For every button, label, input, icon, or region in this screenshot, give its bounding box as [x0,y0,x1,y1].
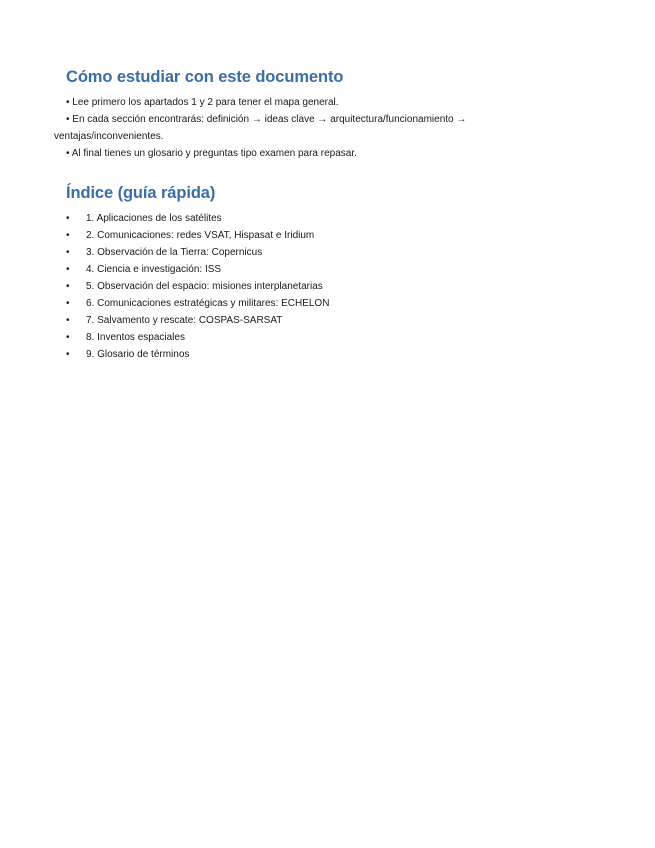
bullet-icon: • [66,247,70,258]
index-item-label: 2. Comunicaciones: redes VSAT, Hispasat e Iridium [86,230,315,241]
study-guide-heading: Cómo estudiar con este documento [66,68,344,86]
index-item-label: 3. Observación de la Tierra: Copernicus [86,247,263,258]
index-section [66,184,606,363]
index-item-label: 4. Ciencia e investigación: ISS [86,264,222,275]
index-item-label: 8. Inventos espaciales [86,332,185,343]
index-item-label: 6. Comunicaciones estratégicas y militares: ECHELON [86,298,330,309]
index-item [66,210,606,227]
index-list [66,210,606,363]
study-tip-3: • Al final tienes un glosario y preguntas tipo examen para repasar. [66,148,357,159]
bullet-icon: • [66,315,70,326]
study-guide-section [54,68,606,162]
index-item [66,278,606,295]
index-item [66,295,606,312]
index-heading: Índice (guía rápida) [66,184,216,202]
bullet-icon: • [66,230,70,241]
bullet-icon: • [66,349,70,360]
index-item [66,312,606,329]
study-tip-1: • Lee primero los apartados 1 y 2 para tener el mapa general. [66,97,339,108]
bullet-icon: • [66,213,70,224]
index-item-label: 9. Glosario de términos [86,349,190,360]
study-tip-2-continuation: ventajas/inconvenientes. [54,131,164,142]
index-item [66,261,606,278]
index-item-label: 7. Salvamento y rescate: COSPAS-SARSAT [86,315,283,326]
index-item-label: 5. Observación del espacio: misiones interplanetarias [86,281,323,292]
index-item-label: 1. Aplicaciones de los satélites [86,213,222,224]
index-item [66,227,606,244]
bullet-icon: • [66,298,70,309]
study-tip-2: • En cada sección encontrarás: definición → ideas clave → arquitectura/funcionamiento → [66,114,467,125]
bullet-icon: • [66,332,70,343]
index-item [66,244,606,261]
bullet-icon: • [66,281,70,292]
index-item [66,346,606,363]
index-item [66,329,606,346]
bullet-icon: • [66,264,70,275]
